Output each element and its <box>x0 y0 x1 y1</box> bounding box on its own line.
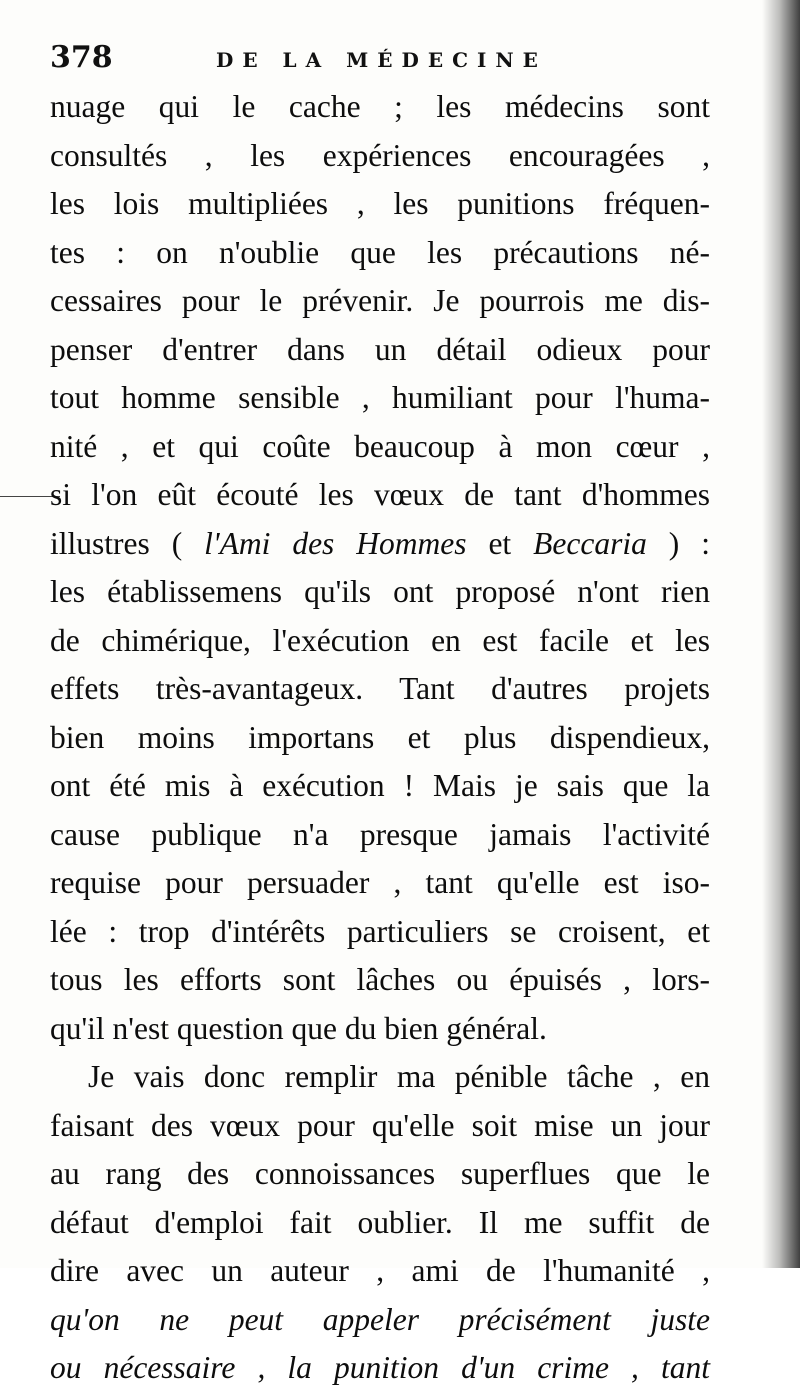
quoted-text-line: ou nécessaire , la punition d'un crime , tant <box>50 1350 710 1385</box>
text-line: les établissemens qu'ils ont proposé n'ont rien <box>50 574 710 609</box>
page-header <box>46 40 706 80</box>
text-line: faisant des vœux pour qu'elle soit mise un jour <box>50 1107 710 1143</box>
paragraph-start-line: Je vais donc remplir ma pénible tâche , en <box>88 1059 710 1094</box>
text-line: dire avec un auteur , ami de l'humanité , <box>50 1253 710 1288</box>
running-head: DE LA MÉDECINE <box>216 48 547 72</box>
text-line-citation <box>50 520 710 569</box>
text-line: de chimérique, l'exécution en est facile et les <box>50 622 710 658</box>
quoted-text-line: qu'on ne peut appeler précisément juste <box>50 1301 710 1337</box>
text-line: au rang des connoissances superflues que le <box>50 1156 710 1191</box>
text-line: lée : trop d'intérêts particuliers se croisent, et <box>50 913 710 949</box>
text-line: tous les efforts sont lâches ou épuisés , lors- <box>50 962 710 997</box>
text-line: nuage qui le cache ; les médecins sont <box>50 89 710 124</box>
text-line: consultés , les expériences encouragées , <box>50 137 710 173</box>
text-line: cause publique n'a presque jamais l'activité <box>50 816 710 852</box>
citation-conjunction: et <box>466 525 534 561</box>
binding-shadow <box>762 0 800 1268</box>
text-line: tes : on n'oublie que les précautions né- <box>50 234 710 270</box>
text-line: requise pour persuader , tant qu'elle est iso- <box>50 865 710 900</box>
paragraph-end-line: qu'il n'est question que du bien général. <box>50 1010 547 1046</box>
body-text <box>50 83 710 1393</box>
text-line: cessaires pour le prévenir. Je pourrois me dis- <box>50 283 710 318</box>
text-line: bien moins importans et plus dispendieux, <box>50 719 710 755</box>
citation-suffix: ) : <box>646 525 710 561</box>
text-line: nité , et qui coûte beaucoup à mon cœur , <box>50 428 710 464</box>
text-line: tout homme sensible , humiliant pour l'huma- <box>50 380 710 415</box>
citation-author-beccaria: Beccaria <box>533 525 647 561</box>
text-line: si l'on eût écouté les vœux de tant d'hommes <box>50 477 710 512</box>
citation-title-ami-des-hommes: l'Ami des Hommes <box>204 525 467 561</box>
text-line: penser d'entrer dans un détail odieux pour <box>50 331 710 367</box>
citation-prefix: illustres ( <box>50 525 205 561</box>
page-number: 378 <box>50 40 113 75</box>
text-line: ont été mis à exécution ! Mais je sais que la <box>50 768 710 803</box>
text-line: les lois multipliées , les punitions fréquen- <box>50 186 710 221</box>
text-line: défaut d'emploi fait oublier. Il me suffit de <box>50 1204 710 1240</box>
text-line: effets très-avantageux. Tant d'autres projets <box>50 671 710 706</box>
